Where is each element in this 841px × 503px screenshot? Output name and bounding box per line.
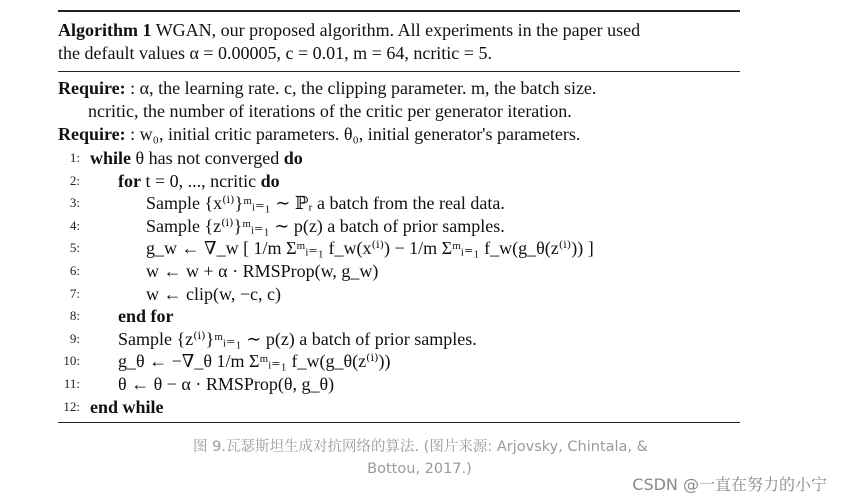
line-number: 8: [69,308,80,324]
require-block-1 [58,77,740,123]
csdn-watermark: CSDN @一直在努力的小宁 [632,475,827,494]
line-number: 2: [69,172,80,188]
line-text: while θ has not converged do [90,148,303,168]
require-label-2: Require: [58,124,126,144]
line-text: for t = 0, ..., ncritic do [118,170,280,191]
algo-line [58,215,740,238]
line-number: 5: [69,240,80,256]
algo-line [58,192,740,215]
algorithm-label: Algorithm 1 [58,20,152,40]
require-label-1: Require: [58,78,126,98]
line-text: w ← w + α · RMSProp(w, g_w) [146,260,379,281]
algorithm-box [58,10,740,423]
algo-line [58,373,740,396]
require-text-2: : w₀, initial critic parameters. θ₀, initial generator's parameters. [130,124,581,144]
require-text-1b: ncritic, the number of iterations of the critic per generator iteration. [88,101,572,121]
line-number: 9: [69,330,80,346]
caption-line1: WGAN, our proposed algorithm. All experiments in the paper used [155,20,641,40]
caption-rule [58,71,740,72]
line-number: 7: [69,285,80,301]
algo-line [58,396,740,419]
figure-caption-line2: Bottou, 2017.) [367,461,472,477]
line-text: w ← clip(w, −c, c) [146,283,281,304]
bottom-rule [58,422,740,423]
line-text: Sample {x⁽ⁱ⁾}ᵐᵢ₌₁ ∼ ℙᵣ a batch from the real data. [146,193,505,214]
figure-caption-line1: 图 9.瓦瑟斯坦生成对抗网络的算法. (图片来源: Arjovsky, Chintala, & [193,439,648,455]
line-number: 1: [69,150,80,165]
algo-line [58,237,740,260]
caption-line2: the default values α = 0.00005, c = 0.01, m = 64, ncritic = 5. [58,43,492,63]
line-text: θ ← θ − α · RMSProp(θ, g_θ) [118,373,335,394]
algo-line [58,260,740,283]
line-text: Sample {z⁽ⁱ⁾}ᵐᵢ₌₁ ∼ p(z) a batch of prior samples. [146,215,505,236]
algo-line [58,305,740,328]
line-text: end for [118,306,174,327]
line-number: 3: [69,195,80,211]
require-block-2 [58,123,740,146]
line-text: g_θ ← −∇_θ 1/m Σᵐᵢ₌₁ f_w(g_θ(z⁽ⁱ⁾)) [118,351,391,372]
algo-line [58,283,740,306]
line-number: 11: [63,375,80,391]
line-number: 6: [69,262,80,278]
line-text: end while [90,396,164,417]
line-number: 12: [63,398,80,414]
line-text: Sample {z⁽ⁱ⁾}ᵐᵢ₌₁ ∼ p(z) a batch of prior samples. [118,328,477,349]
algorithm-caption [58,12,740,71]
require-text-1a: : α, the learning rate. c, the clipping parameter. m, the batch size. [130,78,597,98]
line-number: 10: [63,353,80,369]
line-text: g_w ← ∇_w [ 1/m Σᵐᵢ₌₁ f_w(x⁽ⁱ⁾) − 1/m Σᵐᵢ₌₁ f_w(g_θ(z⁽ⁱ⁾)) ] [146,238,594,259]
algo-line [58,328,740,351]
algo-line [58,170,740,193]
algo-line [58,350,740,373]
line-number: 4: [69,217,80,233]
algorithm-lines [58,147,740,418]
algo-line [58,147,740,170]
